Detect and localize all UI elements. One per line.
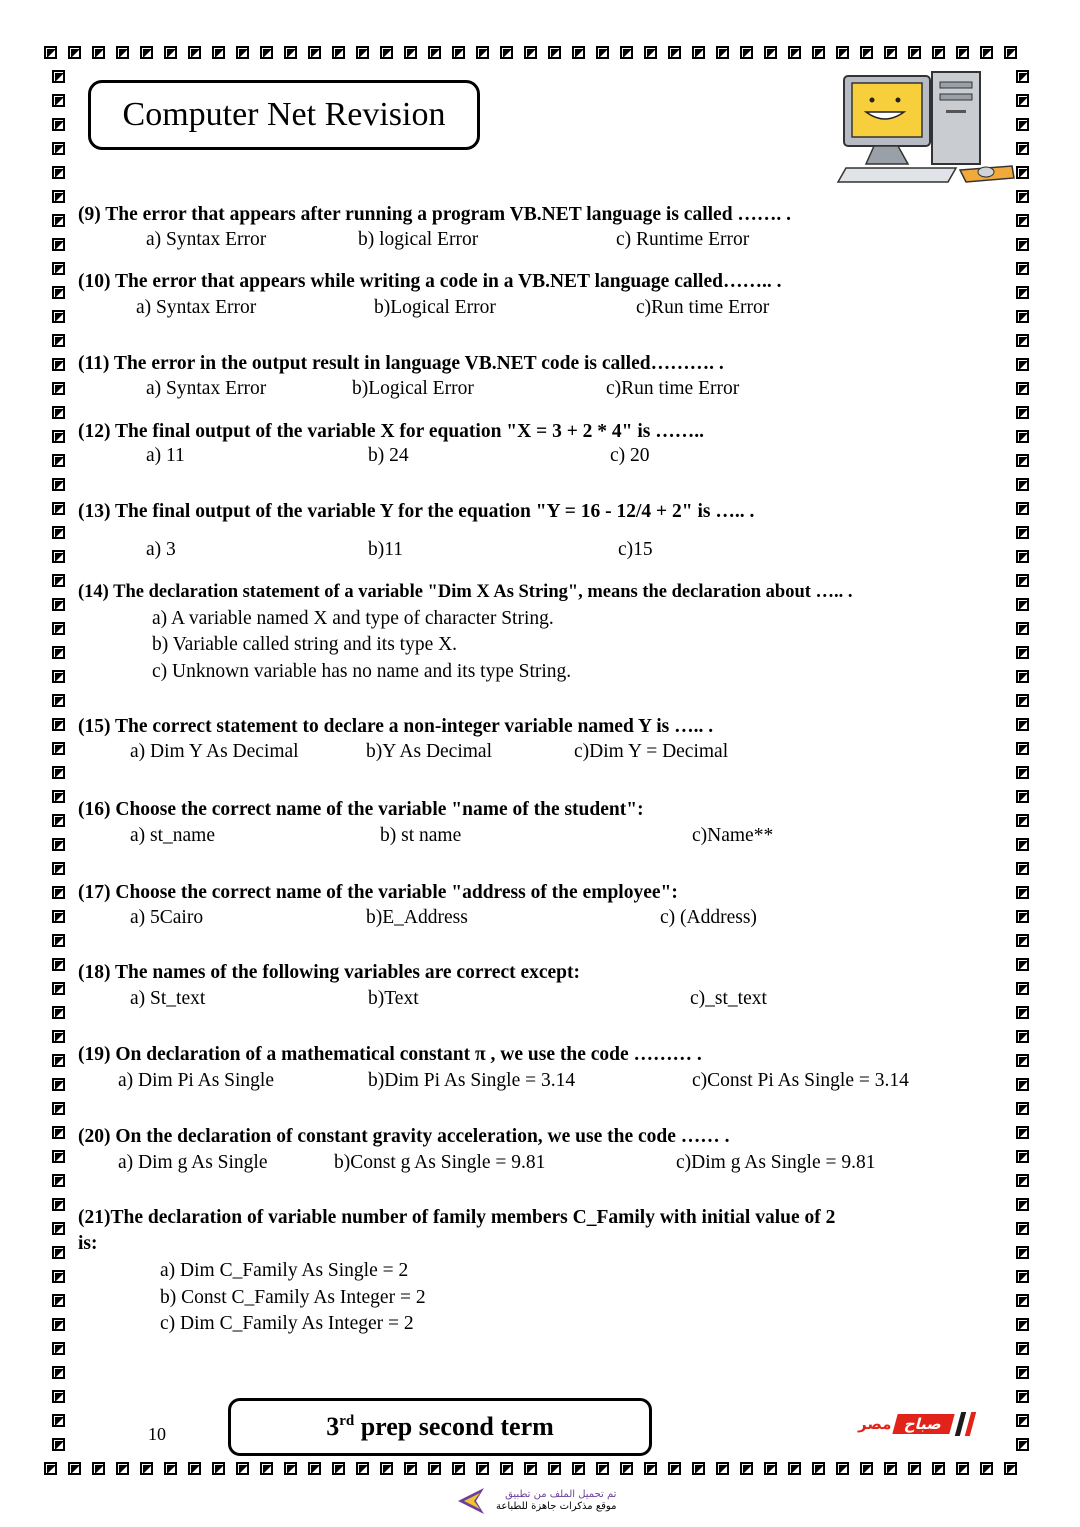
page-title (88, 80, 480, 150)
border-square (52, 1246, 65, 1259)
border-square (956, 1462, 969, 1475)
question-15: (15) The correct statement to declare a non-integer variable named Y is ….. . (78, 716, 714, 737)
border-square (52, 1102, 65, 1115)
border-square (1016, 1414, 1029, 1427)
q14-option-c: c) Unknown variable has no name and its type String. (152, 661, 572, 682)
border-square (812, 1462, 825, 1475)
border-square (116, 46, 129, 59)
border-square (1016, 814, 1029, 827)
border-square (836, 1462, 849, 1475)
border-square (428, 1462, 441, 1475)
border-square (140, 46, 153, 59)
q12-option-a: a) 11 (146, 445, 185, 466)
border-square (52, 694, 65, 707)
border-square (716, 1462, 729, 1475)
border-square (1004, 1462, 1017, 1475)
border-square (1016, 1342, 1029, 1355)
border-square (1016, 1054, 1029, 1067)
q17-option-a: a) 5Cairo (130, 907, 204, 928)
border-square (1016, 622, 1029, 635)
border-square (1016, 982, 1029, 995)
computer-illustration-icon (836, 70, 1016, 188)
border-square (284, 1462, 297, 1475)
border-square (1016, 934, 1029, 947)
question-11: (11) The error in the output result in language VB.NET code is called………. . (78, 353, 724, 374)
border-square (52, 358, 65, 371)
border-square (52, 382, 65, 395)
question-19: (19) On declaration of a mathematical constant π , we use the code ……… . (78, 1044, 702, 1065)
border-square (932, 1462, 945, 1475)
border-square (212, 46, 225, 59)
download-line-2: موقع مذكرات جاهزة للطباعة (496, 1501, 617, 1512)
border-square (452, 1462, 465, 1475)
border-square (188, 1462, 201, 1475)
border-square (956, 46, 969, 59)
border-square (1016, 1174, 1029, 1187)
border-square (308, 1462, 321, 1475)
border-square (44, 1462, 57, 1475)
border-square (1016, 382, 1029, 395)
border-square (1016, 478, 1029, 491)
border-square (1016, 1030, 1029, 1043)
border-square (1016, 1438, 1029, 1451)
q10-option-b: b)Logical Error (374, 297, 496, 318)
q11-option-c: c)Run time Error (606, 378, 740, 399)
border-square (1016, 166, 1029, 179)
border-square (52, 1030, 65, 1043)
q16-option-b: b) st name (380, 825, 462, 846)
border-square (356, 1462, 369, 1475)
border-square (668, 46, 681, 59)
border-square (52, 526, 65, 539)
border-square (1016, 142, 1029, 155)
border-square (52, 1222, 65, 1235)
border-square (236, 1462, 249, 1475)
app-logo-icon (454, 1486, 490, 1516)
page-title-text: Computer Net Revision (122, 96, 446, 133)
border-square (52, 286, 65, 299)
border-square (908, 46, 921, 59)
border-square (524, 1462, 537, 1475)
border-square (1016, 1150, 1029, 1163)
q19-option-b: b)Dim Pi As Single = 3.14 (368, 1070, 576, 1091)
border-square (332, 46, 345, 59)
border-square (52, 238, 65, 251)
question-14: (14) The declaration statement of a variable "Dim X As String", means the declaration about ….. . (78, 582, 853, 602)
border-square (52, 142, 65, 155)
question-18: (18) The names of the following variables are correct except: (78, 962, 581, 983)
border-square (980, 46, 993, 59)
border-square (908, 1462, 921, 1475)
question-16: (16) Choose the correct name of the variable "name of the student": (78, 799, 644, 820)
border-square (1016, 406, 1029, 419)
border-square (692, 46, 705, 59)
border-square (52, 622, 65, 635)
border-square (404, 1462, 417, 1475)
logo-word-masr: مصر (858, 1415, 892, 1433)
border-square (356, 46, 369, 59)
border-square (52, 190, 65, 203)
border-square (1016, 670, 1029, 683)
border-square (380, 1462, 393, 1475)
question-21-continued: is: (78, 1233, 98, 1254)
q10-option-c: c)Run time Error (636, 297, 770, 318)
border-square (476, 46, 489, 59)
border-square (52, 670, 65, 683)
border-square (1016, 958, 1029, 971)
q18-option-a: a) St_text (130, 988, 206, 1009)
border-square (52, 214, 65, 227)
q17-option-c: c) (Address) (660, 907, 757, 928)
q20-option-c: c)Dim g As Single = 9.81 (676, 1152, 876, 1173)
border-square (52, 1078, 65, 1091)
border-square (1016, 1102, 1029, 1115)
logo-word-sabah: صباح (893, 1414, 955, 1434)
border-square (1016, 526, 1029, 539)
border-square (52, 310, 65, 323)
border-square (52, 982, 65, 995)
border-square (380, 46, 393, 59)
border-square (620, 1462, 633, 1475)
border-square (52, 454, 65, 467)
border-square (1016, 334, 1029, 347)
border-square (236, 46, 249, 59)
question-17: (17) Choose the correct name of the variable "address of the employee": (78, 882, 678, 903)
border-square (740, 46, 753, 59)
border-square (1016, 70, 1029, 83)
q9-option-a: a) Syntax Error (146, 229, 267, 250)
border-square (980, 1462, 993, 1475)
border-square (1016, 910, 1029, 923)
border-square (52, 646, 65, 659)
border-square (1016, 1366, 1029, 1379)
q15-option-c: c)Dim Y = Decimal (574, 741, 729, 762)
q20-option-a: a) Dim g As Single (118, 1152, 268, 1173)
bottom-border-squares (44, 1462, 1036, 1482)
border-square (548, 1462, 561, 1475)
border-square (884, 46, 897, 59)
border-square (860, 46, 873, 59)
border-square (52, 1150, 65, 1163)
border-square (52, 1390, 65, 1403)
border-square (52, 1366, 65, 1379)
border-square (1016, 1006, 1029, 1019)
border-square (836, 46, 849, 59)
sabah-masr-logo (858, 1412, 978, 1436)
border-square (68, 1462, 81, 1475)
border-square (428, 46, 441, 59)
border-square (764, 46, 777, 59)
q18-option-b: b)Text (368, 988, 419, 1009)
border-square (52, 1126, 65, 1139)
border-square (1016, 358, 1029, 371)
q12-option-b: b) 24 (368, 445, 409, 466)
border-square (764, 1462, 777, 1475)
border-square (740, 1462, 753, 1475)
border-square (260, 46, 273, 59)
q13-option-b: b)11 (368, 539, 404, 560)
border-square (52, 406, 65, 419)
border-square (524, 46, 537, 59)
border-square (52, 718, 65, 731)
border-square (860, 1462, 873, 1475)
border-square (1016, 1318, 1029, 1331)
q12-option-c: c) 20 (610, 445, 650, 466)
border-square (52, 1438, 65, 1451)
q14-option-b: b) Variable called string and its type X. (152, 634, 458, 655)
border-square (52, 1054, 65, 1067)
border-square (932, 46, 945, 59)
border-square (1016, 574, 1029, 587)
question-13: (13) The final output of the variable Y for the equation "Y = 16 - 12/4 + 2" is ….. . (78, 501, 755, 522)
border-square (572, 1462, 585, 1475)
border-square (788, 46, 801, 59)
border-square (644, 1462, 657, 1475)
border-square (1016, 646, 1029, 659)
border-square (476, 1462, 489, 1475)
question-10: (10) The error that appears while writing a code in a VB.NET language called…….. . (78, 271, 782, 292)
border-square (52, 790, 65, 803)
q21-option-c: c) Dim C_Family As Integer = 2 (160, 1313, 414, 1334)
q14-option-a: a) A variable named X and type of character String. (152, 608, 554, 629)
border-square (52, 838, 65, 851)
q9-option-c: c) Runtime Error (616, 229, 750, 250)
border-square (52, 574, 65, 587)
q13-option-c: c)15 (618, 539, 653, 560)
question-9: (9) The error that appears after running a program VB.NET language is called ……. . (78, 204, 792, 225)
border-square (52, 70, 65, 83)
border-square (1016, 430, 1029, 443)
border-square (1016, 262, 1029, 275)
border-square (52, 598, 65, 611)
border-square (52, 1006, 65, 1019)
q16-option-c: c)Name** (692, 825, 774, 846)
border-square (52, 958, 65, 971)
q10-option-a: a) Syntax Error (136, 297, 257, 318)
border-square (1016, 1126, 1029, 1139)
border-square (500, 46, 513, 59)
border-square (404, 46, 417, 59)
border-square (1016, 214, 1029, 227)
grade-text: prep second term (354, 1412, 554, 1441)
logo-bars-icon (956, 1412, 978, 1436)
border-square (52, 166, 65, 179)
border-square (188, 46, 201, 59)
border-square (52, 118, 65, 131)
border-square (52, 1342, 65, 1355)
border-square (1016, 742, 1029, 755)
grade-label (228, 1398, 652, 1456)
top-border-squares (44, 46, 1036, 66)
border-square (164, 46, 177, 59)
border-square (1016, 550, 1029, 563)
border-square (52, 94, 65, 107)
border-square (52, 862, 65, 875)
q19-option-c: c)Const Pi As Single = 3.14 (692, 1070, 909, 1091)
border-square (52, 910, 65, 923)
border-square (1016, 1222, 1029, 1235)
border-square (668, 1462, 681, 1475)
border-square (260, 1462, 273, 1475)
q9-option-b: b) logical Error (358, 229, 479, 250)
border-square (52, 430, 65, 443)
question-20: (20) On the declaration of constant gravity acceleration, we use the code …… . (78, 1126, 730, 1147)
border-square (52, 334, 65, 347)
q11-option-a: a) Syntax Error (146, 378, 267, 399)
border-square (1016, 862, 1029, 875)
border-square (52, 1414, 65, 1427)
border-square (692, 1462, 705, 1475)
border-square (92, 1462, 105, 1475)
border-square (812, 46, 825, 59)
border-square (164, 1462, 177, 1475)
border-square (1016, 1246, 1029, 1259)
border-square (52, 1198, 65, 1211)
border-square (1016, 238, 1029, 251)
right-border-squares (1016, 70, 1036, 1460)
border-square (1016, 190, 1029, 203)
border-square (52, 550, 65, 563)
q15-option-b: b)Y As Decimal (366, 741, 492, 762)
border-square (500, 1462, 513, 1475)
border-square (452, 46, 465, 59)
border-square (52, 766, 65, 779)
q19-option-a: a) Dim Pi As Single (118, 1070, 275, 1091)
border-square (52, 742, 65, 755)
border-square (116, 1462, 129, 1475)
border-square (68, 46, 81, 59)
border-square (284, 46, 297, 59)
border-square (644, 46, 657, 59)
border-square (52, 934, 65, 947)
border-square (1016, 1270, 1029, 1283)
left-border-squares (52, 70, 72, 1460)
question-21: (21)The declaration of variable number of family members C_Family with initial value of 2 (78, 1207, 836, 1228)
download-line-1: تم تحميل الملف من تطبيق (505, 1489, 617, 1500)
q15-option-a: a) Dim Y As Decimal (130, 741, 299, 762)
q16-option-a: a) st_name (130, 825, 216, 846)
border-square (140, 1462, 153, 1475)
border-square (52, 502, 65, 515)
border-square (1016, 766, 1029, 779)
download-watermark (454, 1486, 616, 1516)
q13-option-a: a) 3 (146, 539, 176, 560)
border-square (332, 1462, 345, 1475)
border-square (92, 46, 105, 59)
border-square (572, 46, 585, 59)
border-square (1016, 286, 1029, 299)
border-square (308, 46, 321, 59)
border-square (52, 886, 65, 899)
border-square (596, 1462, 609, 1475)
border-square (1016, 454, 1029, 467)
border-square (1016, 310, 1029, 323)
border-square (52, 1318, 65, 1331)
border-square (1016, 694, 1029, 707)
border-square (716, 46, 729, 59)
border-square (548, 46, 561, 59)
border-square (1016, 598, 1029, 611)
border-square (212, 1462, 225, 1475)
border-square (1016, 1390, 1029, 1403)
border-square (884, 1462, 897, 1475)
border-square (52, 1174, 65, 1187)
border-square (1016, 1078, 1029, 1091)
border-square (620, 46, 633, 59)
page-number: 10 (148, 1424, 166, 1444)
border-square (1016, 94, 1029, 107)
border-square (52, 478, 65, 491)
border-square (1016, 1198, 1029, 1211)
border-square (52, 262, 65, 275)
border-square (44, 46, 57, 59)
border-square (596, 46, 609, 59)
border-square (1016, 1294, 1029, 1307)
grade-suffix: rd (339, 1412, 355, 1429)
q21-option-b: b) Const C_Family As Integer = 2 (160, 1287, 426, 1308)
border-square (1016, 886, 1029, 899)
border-square (1016, 838, 1029, 851)
border-square (52, 814, 65, 827)
q17-option-b: b)E_Address (366, 907, 468, 928)
q11-option-b: b)Logical Error (352, 378, 474, 399)
q21-option-a: a) Dim C_Family As Single = 2 (160, 1260, 409, 1281)
border-square (1016, 718, 1029, 731)
q18-option-c: c)_st_text (690, 988, 767, 1009)
border-square (52, 1270, 65, 1283)
border-square (52, 1294, 65, 1307)
border-square (1016, 118, 1029, 131)
border-square (1016, 790, 1029, 803)
question-12: (12) The final output of the variable X for equation "X = 3 + 2 * 4" is …….. (78, 421, 705, 442)
border-square (1004, 46, 1017, 59)
border-square (788, 1462, 801, 1475)
grade-number: 3 (326, 1412, 340, 1441)
q20-option-b: b)Const g As Single = 9.81 (334, 1152, 546, 1173)
border-square (1016, 502, 1029, 515)
